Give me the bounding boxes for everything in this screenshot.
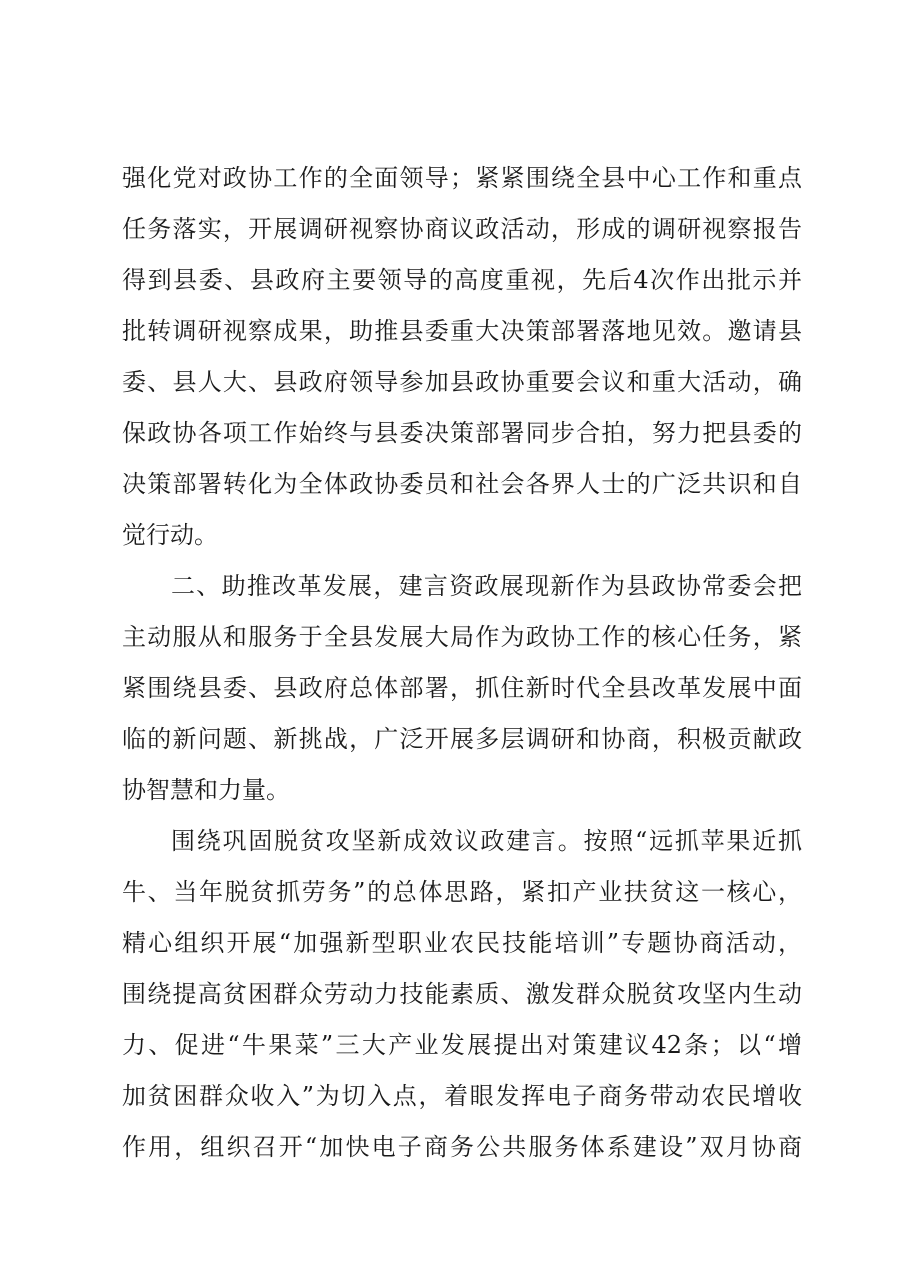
- text-line: 加贫困群众收入”为切入点，着眼发挥电子商务带动农民增收: [122, 1082, 802, 1110]
- text-line: 强化党对政协工作的全面领导；紧紧围绕全县中心工作和重点: [122, 164, 802, 192]
- text-line: 临的新问题、新挑战，广泛开展多层调研和协商，积极贡献政: [122, 725, 802, 753]
- section-heading-line: 二、助推改革发展，建言资政展现新作为县政协常委会把: [171, 572, 802, 600]
- text-line: 觉行动。: [122, 521, 218, 549]
- text-line: 精心组织开展“加强新型职业农民技能培训”专题协商活动，: [122, 929, 802, 957]
- text-line: 紧围绕县委、县政府总体部署，抓住新时代全县改革发展中面: [122, 674, 802, 702]
- paragraph-first-line: 围绕巩固脱贫攻坚新成效议政建言。按照“远抓苹果近抓: [171, 827, 802, 855]
- text-line: 决策部署转化为全体政协委员和社会各界人士的广泛共识和自: [122, 470, 802, 498]
- text-line: 保政协各项工作始终与县委决策部署同步合拍，努力把县委的: [122, 419, 802, 447]
- text-line: 牛、当年脱贫抓劳务”的总体思路，紧扣产业扶贫这一核心，: [122, 878, 802, 906]
- text-line: 围绕提高贫困群众劳动力技能素质、激发群众脱贫攻坚内生动: [122, 980, 802, 1008]
- text-line: 委、县人大、县政府领导参加县政协重要会议和重大活动，确: [122, 368, 802, 396]
- text-line: 批转调研视察成果，助推县委重大决策部署落地见效。邀请县: [122, 317, 802, 345]
- text-line: 主动服从和服务于全县发展大局作为政协工作的核心任务，紧: [122, 623, 802, 651]
- text-line: 力、促进“牛果菜”三大产业发展提出对策建议42条；以“增: [122, 1031, 802, 1059]
- text-line: 协智慧和力量。: [122, 776, 290, 804]
- text-line: 任务落实，开展调研视察协商议政活动，形成的调研视察报告: [122, 215, 802, 243]
- text-line: 作用，组织召开“加快电子商务公共服务体系建设”双月协商: [122, 1133, 802, 1161]
- text-line: 得到县委、县政府主要领导的高度重视，先后4次作出批示并: [122, 266, 802, 294]
